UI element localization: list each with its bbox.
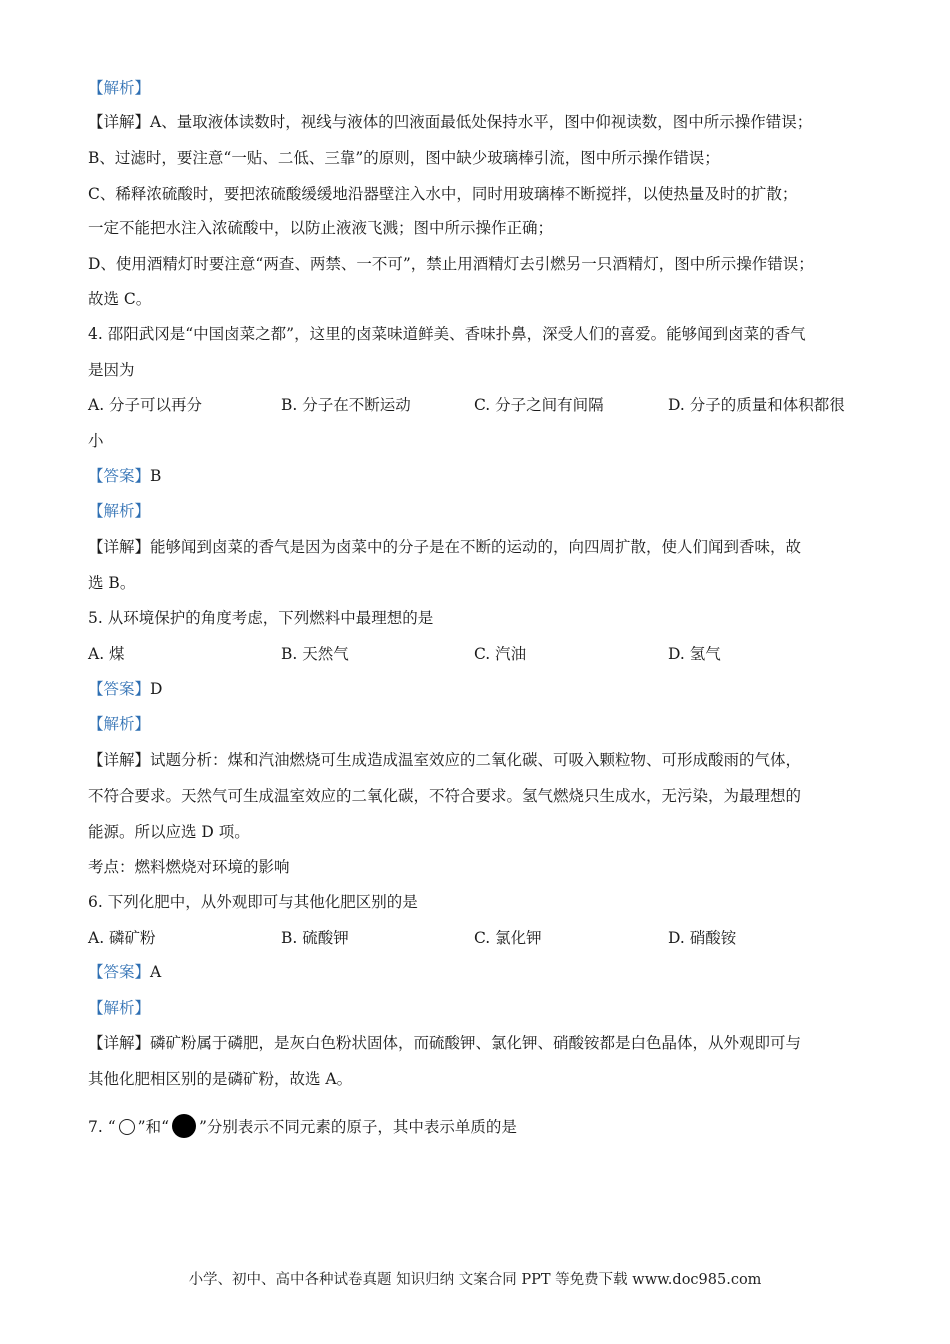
q6-option-d: D. 硝酸铵: [668, 929, 737, 947]
q4-stem-1: 4. 邵阳武冈是“中国卤菜之都”，这里的卤菜味道鲜美、香味扑鼻，深受人们的喜爱。能够闻到卤菜的香气: [88, 325, 806, 343]
q4-analysis-heading: 【解析】: [88, 502, 151, 520]
q6-option-c: C. 氯化钾: [474, 929, 542, 947]
detail-label: 【详解】: [88, 113, 151, 131]
filled-circle-atom-icon: [172, 1114, 196, 1138]
q4-option-d: D. 分子的质量和体积都很: [668, 396, 845, 414]
q6-analysis-heading: 【解析】: [88, 999, 151, 1017]
q5-analysis-heading: 【解析】: [88, 715, 151, 733]
q4-answer: 【答案】B: [88, 467, 162, 485]
q5-option-b: B. 天然气: [281, 645, 349, 663]
q6-stem: 6. 下列化肥中，从外观即可与其他化肥区别的是: [88, 893, 418, 911]
q5-option-d: D. 氢气: [668, 645, 721, 663]
q4-detail-1: 【详解】能够闻到卤菜的香气是因为卤菜中的分子是在不断的运动的，向四周扩散，使人们闻到香味，故: [88, 538, 802, 556]
open-circle-atom-icon: [119, 1119, 135, 1135]
q6-detail-2: 其他化肥相区别的是磷矿粉，故选 A。: [88, 1070, 353, 1088]
q4-option-b: B. 分子在不断运动: [281, 396, 411, 414]
q7-stem: 7. “ ”和“ ”分别表示不同元素的原子，其中表示单质的是: [88, 1114, 517, 1139]
q6-detail-1: 【详解】磷矿粉属于磷肥，是灰白色粉状固体，而硫酸钾、氯化钾、硝酸铵都是白色晶体，从外观即可与: [88, 1034, 802, 1052]
detail-c2: 一定不能把水注入浓硫酸中，以防止液液飞溅；图中所示操作正确；: [88, 219, 554, 237]
page-footer: 小学、初中、高中各种试卷真题 知识归纳 文案合同 PPT 等免费下载 www.doc985.com: [188, 1272, 762, 1288]
q4-option-a: A. 分子可以再分: [88, 396, 203, 414]
q5-option-a: A. 煤: [88, 645, 125, 663]
q5-detail-3: 能源。所以应选 D 项。: [88, 823, 250, 841]
detail-b: B、过滤时，要注意“一贴、二低、三靠”的原则，图中缺少玻璃棒引流，图中所示操作错误；: [88, 149, 720, 167]
q6-option-b: B. 硫酸钾: [281, 929, 349, 947]
q4-option-d-cont: 小: [88, 432, 104, 450]
q5-kaodian: 考点：燃料燃烧对环境的影响: [88, 858, 290, 876]
q5-option-c: C. 汽油: [474, 645, 527, 663]
analysis-heading: 【解析】: [88, 79, 151, 97]
q4-detail-2: 选 B。: [88, 574, 136, 592]
q4-stem-2: 是因为: [88, 361, 135, 379]
detail-conclusion: 故选 C。: [88, 290, 152, 308]
detail-a: 【详解】A、量取液体读数时，视线与液体的凹液面最低处保持水平，图中仰视读数，图中所示操作错误；: [88, 113, 813, 131]
q5-detail-1: 【详解】试题分析：煤和汽油燃烧可生成造成温室效应的二氧化碳、可吸入颗粒物、可形成酸雨的气体，: [88, 751, 802, 769]
q6-option-a: A. 磷矿粉: [88, 929, 156, 947]
q5-detail-2: 不符合要求。天然气可生成温室效应的二氧化碳，不符合要求。氢气燃烧只生成水，无污染，为最理想的: [88, 787, 802, 805]
detail-d: D、使用酒精灯时要注意“两查、两禁、一不可”，禁止用酒精灯去引燃另一只酒精灯，图中所示操作错误；: [88, 255, 814, 273]
q5-answer: 【答案】D: [88, 680, 163, 698]
q5-answer-value: D: [150, 680, 163, 698]
q4-option-c: C. 分子之间有间隔: [474, 396, 604, 414]
q6-answer: 【答案】A: [88, 963, 162, 981]
detail-c1: C、稀释浓硫酸时，要把浓硫酸缓缓地沿器壁注入水中，同时用玻璃棒不断搅拌，以使热量及时的扩散；: [88, 185, 798, 203]
q5-stem: 5. 从环境保护的角度考虑，下列燃料中最理想的是: [88, 609, 434, 627]
q6-answer-value: A: [150, 963, 162, 981]
q4-answer-value: B: [150, 467, 162, 485]
